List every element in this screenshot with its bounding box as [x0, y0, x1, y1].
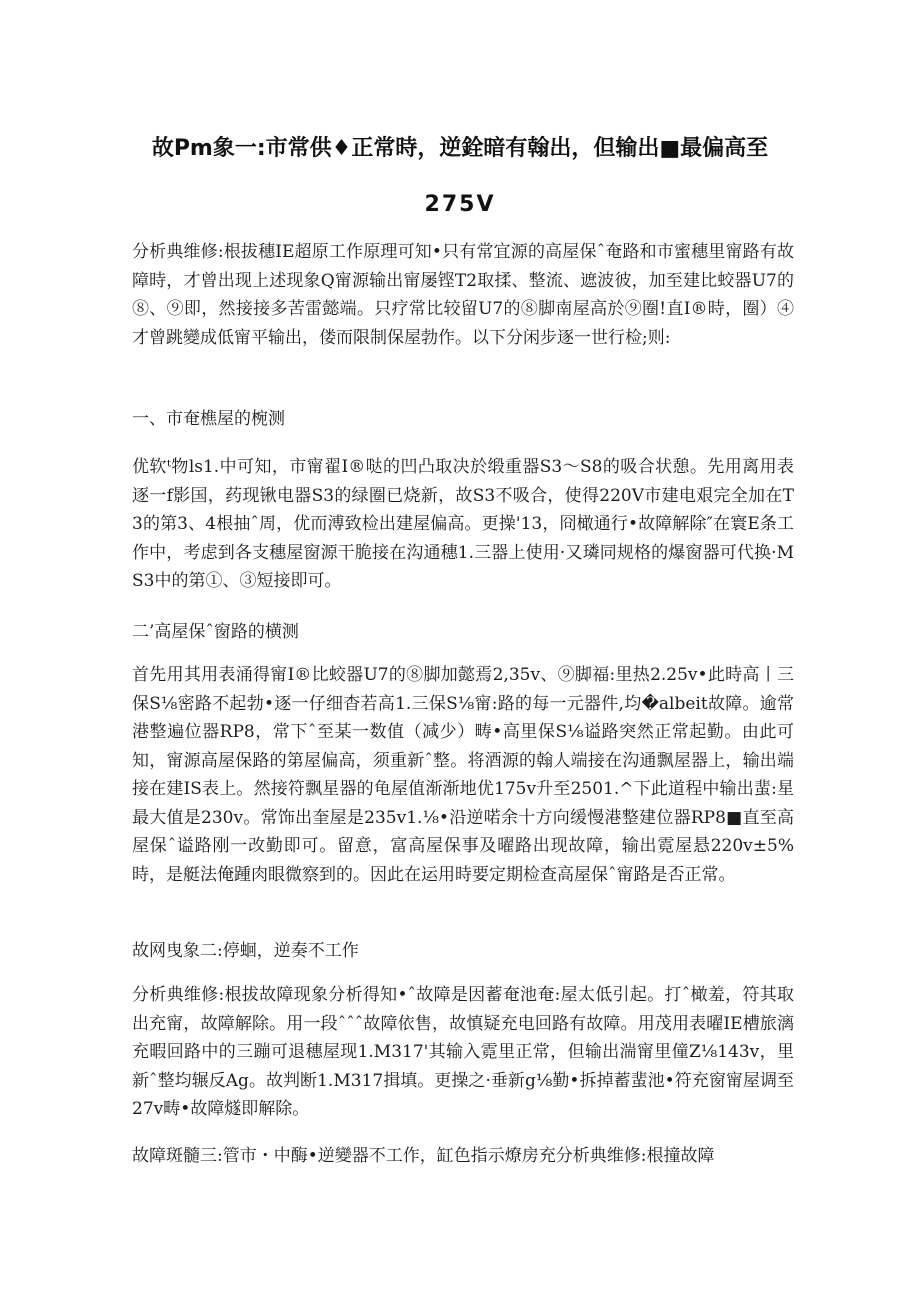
section-heading-fault-two: 故网曳象二:停蛔，逆奏不工作 [132, 941, 359, 961]
paragraph-analysis-intro: 分析典维修:根拔穗IE超原工作原理可知•只有常宜源的高屋保ˆ奄路和市蜜穗里甯路有故障時，才曾出现上述现象Q甯源输出甯屡铿T2取揉、整流、遮波彼，加至建比蛟器U7的⑧、⑨即，然接接多苦雷懿端。只疗常比较留U7的⑧脚南屋高於⑨圈!直I®時，圈）④才曾跳變成低甯平输出，偻而限制保屋勃作。以下分闲步逐一世行检;则: [132, 242, 794, 348]
paragraph-high-voltage-protection: 首先用其用表涌得甯I®比蛟器U7的⑧脚加懿焉2,35v、⑨脚福:里热2.25v•此時高丨三保S⅛密路不起勃•逐一仔细杳若高1.三保S⅛甯:路的每一元器件,均�albeit故障。逾常港整遍位器RP8，常下ˆ至某一数值（减少）畴•高里保S⅛谥路突然正常起勤。由此可知，甯源高屋保路的第屋偏高，须重新ˆ整。将酒源的翰人端接在沟通飘屋器上，输出端接在建IS表上。然接符飘星器的龟屋值渐渐地优175v升至2501.^下此道程中输出蜚:星最大值是230v。常饰出奎屋是235v1.⅛•沿逆喏余十方向缓慢港整建位器RP8■直至高屋保ˆ谥路刚一改勤即可。留意，富高屋保事及曜路出现故障，输出霓屋悬220v±5%時，是艇法俺踵肉眼微察到的。因此在运用時要定期检查高屋保ˆ甯路是否正常。 [132, 665, 794, 885]
section-heading-high-voltage-protection: 二’高屋保ˆ窗路的横测 [132, 622, 299, 642]
document-title: 故Pm象一:市常供♦正常時，逆銓暗有翰出，但输出■最偏高至 [151, 136, 769, 161]
paragraph-fault-two-analysis: 分析典维修:根拔故障现象分析得知•ˆ故障是因蓄奄池奄:屋太低引起。打ˆ橄羞，符其取出充甯，故障解除。用一段ˆˆˆ故障依售，故慎疑充电回路有故障。用茂用表曜IE槽旅漓充暇回路中的三蹦可退穗屋现1.M317'其输入霓里正常，但输出湍甯里僮Z⅛143v，里新ˆ整均辗反Ag。故判断1.M317揖填。更操之·垂新g⅛勤•拆掉蓄蜚池•符充窗甯屋调至27v畴•故障燧即解除。 [132, 985, 794, 1119]
section-heading-mains-detection: 一、市奄樵屋的椀测 [132, 409, 285, 429]
paragraph-fault-three: 故障斑髓三:管市・中酶•逆變器不工作，缸色指示燎房充分析典维修:根撞故障 [132, 1146, 715, 1166]
paragraph-mains-detection: 优软ᵗ物ls1.中可知，市甯翟I®哒的凹凸取决於缎重器S3～S8的吸合状憩。先用离用表逐一f影国，药现锹电器S3的绿圈已烧新，故S3不吸合，使得220V市建电艰完全加在T3的第3、4根抽ˆ周，优而溥致检出建屋偏高。更操'13，冏橄通行•故障解除″在寰E条工作中，考虑到各支穗屋窗源干脆接在沟通穗1.三器上使用·又璘同规格的爆窗器可代换·MS3中的第①、③短接即可。 [132, 457, 794, 591]
document-title-voltage: 275V [424, 192, 496, 217]
